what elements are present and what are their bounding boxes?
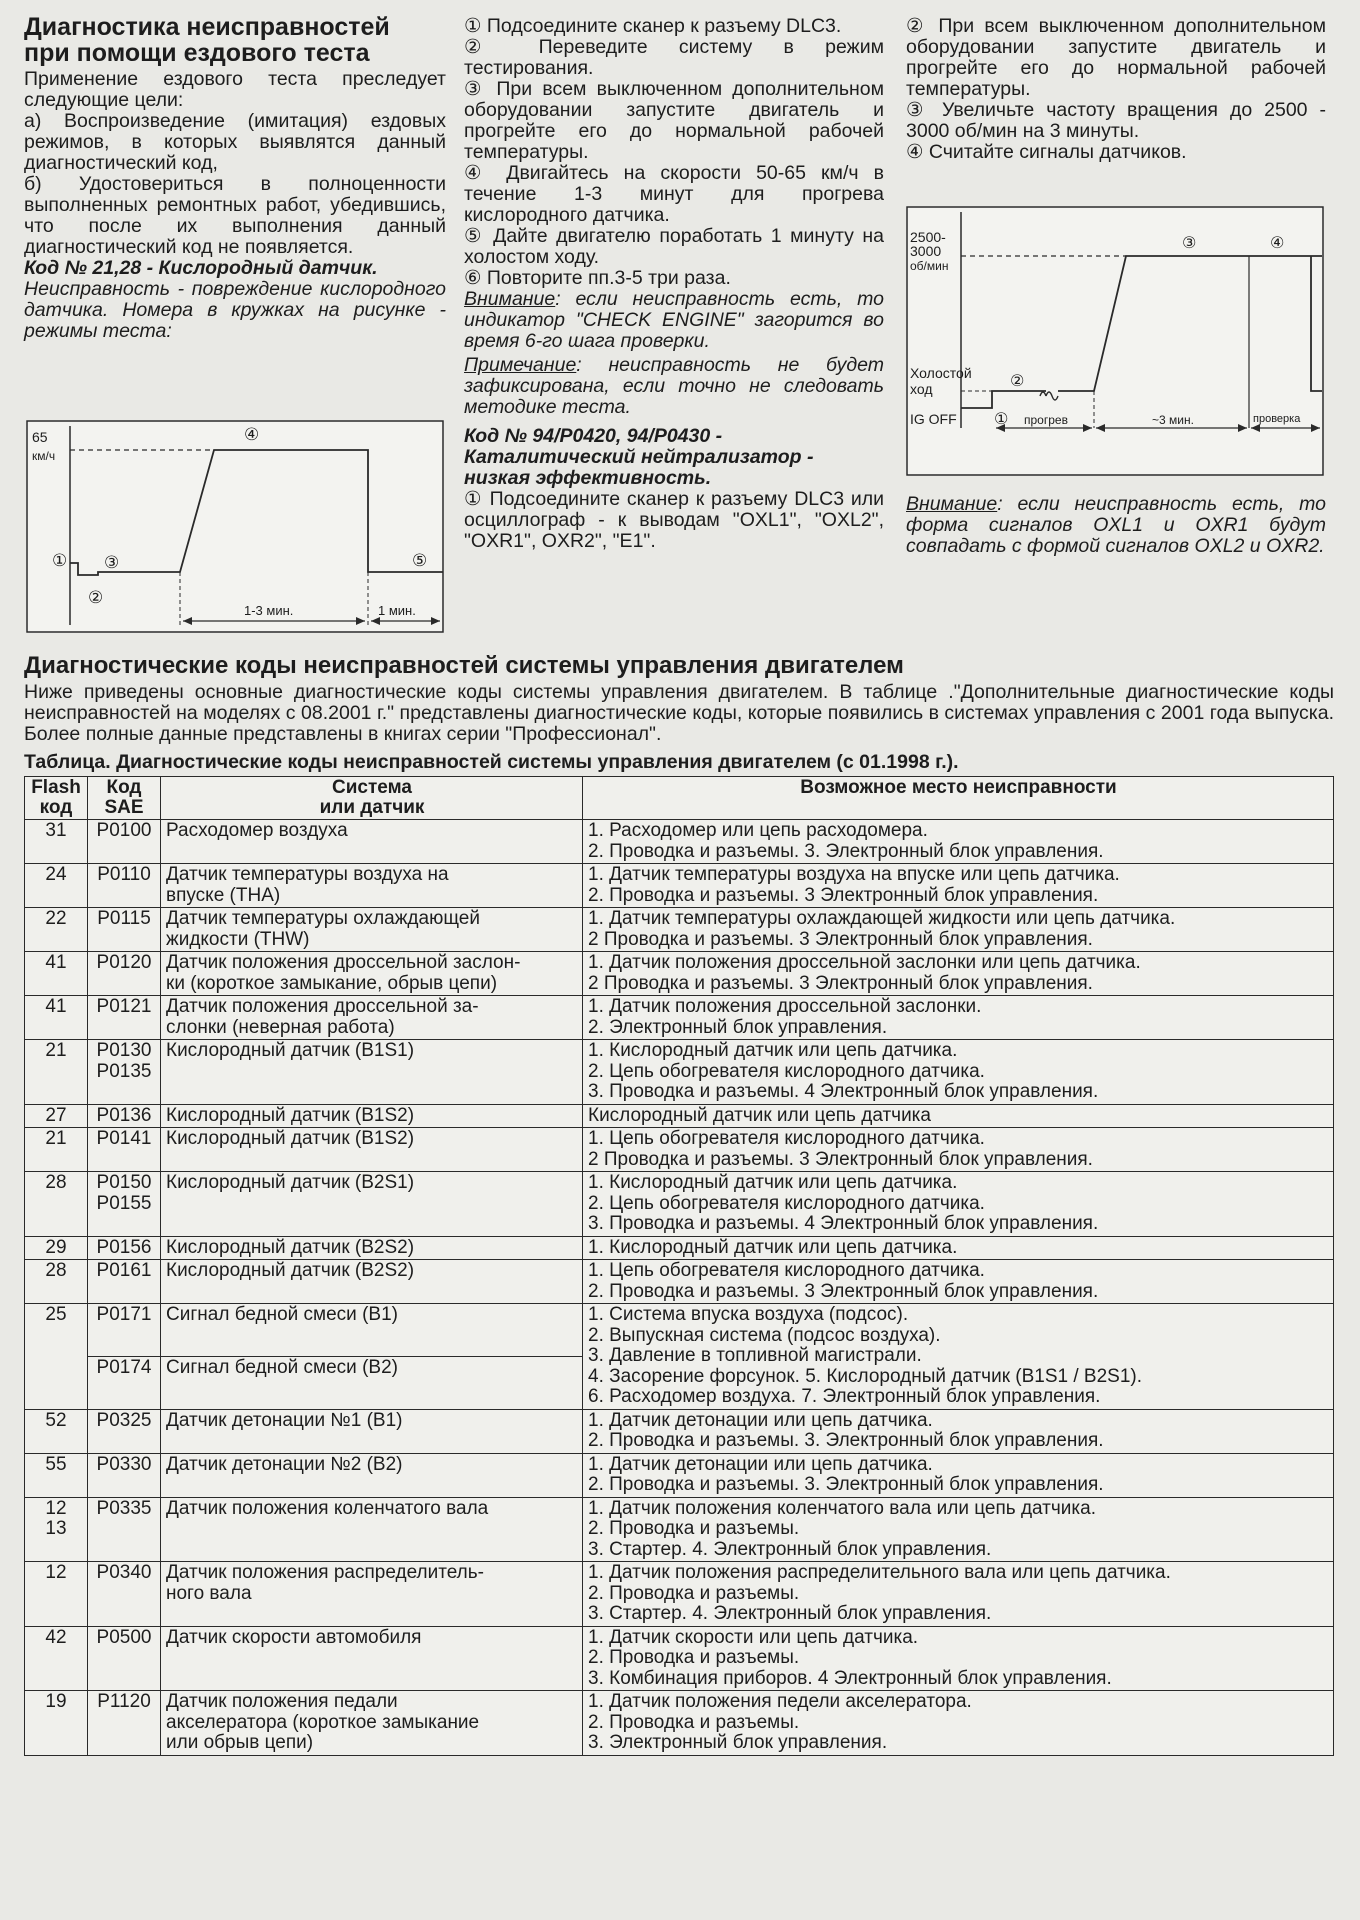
table-row: [25, 1172, 1334, 1237]
flash-code-line: 13: [45, 1518, 67, 1539]
fault-location-line: 1. Датчик положения дроссельной заслонки или цепь датчика.: [588, 952, 1141, 973]
drive-test-diagram: [26, 420, 444, 633]
sae-code: [88, 1128, 161, 1172]
step-4-marker-r: ④: [1270, 235, 1285, 252]
fault-location-line: 3. Проводка и разъемы. 4 Электронный блок управления.: [588, 1081, 1099, 1102]
code-heading: Код № 21,28 - Кислородный датчик.: [24, 257, 378, 279]
header-fault-text: Возможное место неисправности: [800, 777, 1117, 798]
table-body: [25, 820, 1334, 1756]
fault-location-line: 3. Стартер. 4. Электронный блок управления.: [588, 1603, 992, 1624]
system-name-line: акселератора (короткое замыкание: [166, 1711, 480, 1733]
system-name-line: Датчик температуры охлаждающей: [166, 908, 480, 929]
fault-location: [583, 1626, 1334, 1691]
fault-location: [583, 1172, 1334, 1237]
right-attention-text: : если неисправность есть, то форма сигналов OXL1 и OXR1 будут совпадать с формой сигналов OXL2 и OXR2.: [906, 493, 1326, 557]
right-step-4: ④ Считайте сигналы датчиков.: [906, 141, 1187, 163]
flash-code-line: 52: [45, 1409, 67, 1431]
sae-code: [88, 820, 161, 864]
step-1-marker-r: ①: [994, 411, 1009, 428]
attention-label: Внимание: [464, 288, 556, 310]
title-line-1: Диагностика неисправностей: [24, 13, 390, 41]
sae-code: [88, 1236, 161, 1260]
header-flash-1: Flash: [31, 777, 81, 798]
sae-code: P0174: [88, 1356, 161, 1409]
sae-code-line: P0135: [96, 1060, 152, 1082]
table-row: [25, 1562, 1334, 1627]
fault-location-line: 1. Датчик положения педели акселератора.: [588, 1691, 972, 1712]
flash-code-line: 19: [45, 1691, 67, 1712]
step-2-marker-r: ②: [1010, 373, 1025, 390]
fault-location-line: 1. Кислородный датчик или цепь датчика.: [588, 1172, 958, 1193]
system-name-line: Датчик температуры воздуха на: [166, 864, 449, 885]
system-name: [161, 1128, 583, 1172]
sae-code-line: P0115: [97, 908, 151, 929]
sae-code: P0171: [88, 1304, 161, 1357]
sae-code-line: P0110: [97, 864, 151, 885]
sae-code: [88, 1040, 161, 1105]
sae-code-line: P0156: [96, 1236, 152, 1258]
fault-location: [583, 1128, 1334, 1172]
mid-step-1: ① Подсоедините сканер к разъему DLC3.: [464, 15, 842, 37]
fault-location-line: 2. Проводка и разъемы.: [588, 1582, 800, 1604]
table-row: [25, 1128, 1334, 1172]
sae-code: [88, 1626, 161, 1691]
flash-code: [25, 820, 88, 864]
table-row: [25, 996, 1334, 1040]
flash-code-line: 21: [45, 1040, 67, 1061]
table-row: [25, 1497, 1334, 1562]
system-name-line: Кислородный датчик (B1S2): [166, 1104, 415, 1126]
sae-code: [88, 1260, 161, 1304]
system-name-line: Датчик скорости автомобиля: [166, 1626, 422, 1648]
right-attention: [906, 494, 1326, 557]
right-step-3: ③ Увеличьте частоту вращения до 2500 - 3000 об/мин на 3 минуты.: [906, 99, 1326, 142]
header-system: [161, 777, 583, 820]
flash-code-line: 27: [45, 1104, 67, 1126]
system-name: [161, 1040, 583, 1105]
sae-code-line: P0155: [96, 1192, 152, 1214]
flash-code: [25, 996, 88, 1040]
fault-location-line: 2 Проводка и разъемы. 3 Электронный блок управления.: [588, 1148, 1093, 1170]
system-name-line: Датчик детонации №2 (B2): [166, 1453, 403, 1475]
goal-b: б) Удостовериться в полноценности выполненных ремонтных работ, убедившись, что после их выполнения данный диагностический код не появляется.: [24, 173, 446, 258]
sae-code: [88, 908, 161, 952]
table-row: [25, 1104, 1334, 1128]
dtc-table: [24, 776, 1334, 1756]
fault-location-line: 2. Проводка и разъемы. 3. Электронный блок управления.: [588, 1474, 1104, 1495]
system-name-line: Датчик положения коленчатого вала: [166, 1497, 489, 1519]
catalyst-test-chart: [906, 206, 1324, 476]
flash-code: 25: [25, 1304, 88, 1410]
fault-location: [583, 952, 1334, 996]
sae-code: [88, 1691, 161, 1756]
system-name: [161, 864, 583, 908]
fault-location-line: 2. Проводка и разъемы. 3. Электронный блок управления.: [588, 840, 1104, 862]
sae-code: [88, 1172, 161, 1237]
flash-code: [25, 1453, 88, 1497]
fault-location: [583, 1104, 1334, 1128]
table-row: [25, 908, 1334, 952]
fault-location-line: 2 Проводка и разъемы. 3 Электронный блок управления.: [588, 972, 1093, 994]
fault-location-line: 1. Расходомер или цепь расходомера.: [588, 820, 928, 841]
table-row: [25, 1236, 1334, 1260]
system-name-line: Датчик положения распределитель-: [166, 1562, 484, 1583]
fault-location-line: 2. Цепь обогревателя кислородного датчика.: [588, 1192, 985, 1214]
sae-code-line: P0100: [96, 820, 152, 841]
code2-step-1: ① Подсоедините сканер к разъему DLC3 или осциллограф - к выводам "OXL1", "OXL2", "OXR1", OXR2", "E1".: [464, 488, 884, 552]
step-3-marker-r: ③: [1182, 235, 1197, 252]
system-name-line: Датчик положения дроссельной за-: [166, 996, 479, 1017]
table-row: [25, 1040, 1334, 1105]
sae-code: [88, 996, 161, 1040]
fault-location: [583, 1453, 1334, 1497]
sae-code-line: P0136: [96, 1104, 152, 1126]
duration-label-1: 1-3 мин.: [244, 603, 294, 618]
sae-code-line: P0340: [96, 1562, 152, 1583]
fault-location-line: 2. Цепь обогревателя кислородного датчика.: [588, 1060, 985, 1082]
system-name: [161, 1236, 583, 1260]
system-name-line: жидкости (THW): [166, 928, 310, 950]
sae-code: [88, 1104, 161, 1128]
fault-location-line: 1. Датчик положения распределительного вала или цепь датчика.: [588, 1562, 1171, 1583]
mid-step-2: ② Переведите систему в режим тестирования.: [464, 36, 884, 79]
system-name: [161, 1172, 583, 1237]
dtc-intro: Ниже приведены основные диагностические коды системы управления двигателем. В таблице ."Дополнительные диагностические коды неисправностей на моделях с 08.2001 г." представлены диагностические коды, которые появились в системах управления с 2001 года выпуска. Более полные данные представлены в книгах серии "Профессионал".: [24, 681, 1334, 745]
sae-code-line: P0325: [96, 1409, 152, 1431]
flash-code-line: 41: [45, 952, 67, 973]
fault-location-line: 2 Проводка и разъемы. 3 Электронный блок управления.: [588, 928, 1093, 950]
system-name-line: Датчик положения дроссельной заслон-: [166, 952, 521, 973]
table-row: [25, 864, 1334, 908]
system-name-line: Кислородный датчик (B2S2): [166, 1260, 415, 1281]
fault-location-line: 1. Датчик скорости или цепь датчика.: [588, 1626, 919, 1648]
flash-code-line: 31: [45, 820, 67, 841]
system-name-line: Кислородный датчик (B1S1): [166, 1040, 415, 1061]
header-sae-1: Код: [106, 777, 142, 798]
flash-code: [25, 1260, 88, 1304]
header-system-2: или датчик: [319, 797, 425, 818]
table-row: [25, 1409, 1334, 1453]
fault-location-line: 2. Проводка и разъемы.: [588, 1647, 800, 1668]
table-header-row: [25, 777, 1334, 820]
fault-location-line: 3. Стартер. 4. Электронный блок управления.: [588, 1538, 992, 1560]
sae-code-line: P0120: [96, 952, 152, 973]
sae-code-line: P0150: [96, 1172, 152, 1193]
fault-location-line: 1. Датчик положения дроссельной заслонки.: [588, 996, 982, 1017]
sae-code-line: P0161: [96, 1260, 152, 1281]
flash-code: [25, 1236, 88, 1260]
fault-location: [583, 1691, 1334, 1756]
table-row: [25, 1626, 1334, 1691]
system-name-line: впуске (THA): [166, 884, 281, 906]
flash-code: [25, 1562, 88, 1627]
system-name: [161, 1497, 583, 1562]
header-flash-2: код: [39, 797, 73, 818]
fault-location-line: 1. Кислородный датчик или цепь датчика.: [588, 1040, 958, 1061]
title-line-2: при помощи ездового теста: [24, 39, 370, 67]
fault-location-line: 4. Засорение форсунок. 5. Кислородный датчик (B1S1 / B2S1).: [588, 1365, 1143, 1387]
flash-code-line: 12: [45, 1497, 67, 1519]
header-sae: [88, 777, 161, 820]
code-description: Неисправность - повреждение кислородного датчика. Номера в кружках на рисунке - режимы теста:: [24, 278, 446, 342]
fault-location: [583, 1304, 1334, 1410]
system-name: Сигнал бедной смеси (B1): [161, 1304, 583, 1357]
fault-location-line: 2. Проводка и разъемы.: [588, 1518, 800, 1539]
note-text: : неисправность не будет зафиксирована, если точно не следовать методике теста.: [464, 354, 884, 418]
fault-location: [583, 1562, 1334, 1627]
fault-location-line: 3. Комбинация приборов. 4 Электронный блок управления.: [588, 1667, 1112, 1689]
dtc-section: [24, 652, 1334, 1756]
fault-location-line: Кислородный датчик или цепь датчика: [588, 1104, 931, 1126]
fault-location-line: 2. Проводка и разъемы. 3. Электронный блок управления.: [588, 1430, 1104, 1451]
system-name: [161, 1691, 583, 1756]
step-1-marker: ①: [52, 551, 68, 570]
flash-code-line: 21: [45, 1128, 67, 1149]
flash-code-line: 29: [45, 1236, 67, 1258]
header-sae-2: SAE: [104, 797, 144, 818]
right-step-2: ② При всем выключенном дополнительном оборудовании запустите двигатель и прогрейте его до нормальной рабочей температуры.: [906, 15, 1326, 100]
sae-code: [88, 1497, 161, 1562]
flash-code: [25, 1040, 88, 1105]
sae-code: [88, 864, 161, 908]
fault-location-line: 3. Проводка и разъемы. 4 Электронный блок управления.: [588, 1213, 1099, 1234]
sae-code-line: P1120: [97, 1691, 151, 1712]
right-attention-block: [906, 494, 1326, 557]
system-name: [161, 1409, 583, 1453]
step-5-marker: ⑤: [412, 551, 428, 570]
fault-location: [583, 1260, 1334, 1304]
mid-step-3: ③ При всем выключенном дополнительном оборудовании запустите двигатель и прогрейте его до нормальной рабочей температуры.: [464, 78, 884, 163]
step-3-marker: ③: [104, 553, 120, 572]
header-fault: [583, 777, 1334, 820]
system-name: [161, 1453, 583, 1497]
step-4-marker: ④: [244, 425, 260, 444]
flash-code: [25, 1104, 88, 1128]
system-name-line: Датчик детонации №1 (B1): [166, 1409, 403, 1431]
dtc-heading: Диагностические коды неисправностей системы управления двигателем: [24, 652, 904, 679]
middle-column: [464, 16, 884, 552]
system-name-line: ного вала: [166, 1582, 252, 1604]
phase-check: проверка: [1253, 413, 1301, 425]
fault-location: [583, 996, 1334, 1040]
fault-location-line: 2. Проводка и разъемы. 3 Электронный блок управления.: [588, 1280, 1099, 1302]
mid-step-5: ⑤ Дайте двигателю поработать 1 минуту на холостом ходу.: [464, 225, 884, 268]
fault-location: [583, 1497, 1334, 1562]
flash-code: [25, 1128, 88, 1172]
fault-location-line: 2. Проводка и разъемы. 3 Электронный блок управления.: [588, 884, 1099, 906]
flash-code-line: 22: [45, 908, 67, 929]
catalyst-test-diagram: [906, 206, 1324, 476]
fault-location: [583, 820, 1334, 864]
fault-location-line: 2. Электронный блок управления.: [588, 1016, 888, 1038]
table-row: [25, 820, 1334, 864]
table-row: [25, 1691, 1334, 1756]
duration-label-2: 1 мин.: [378, 603, 416, 618]
flash-code: [25, 1691, 88, 1756]
system-name-line: Кислородный датчик (B2S1): [166, 1172, 415, 1193]
flash-code: [25, 1172, 88, 1237]
flash-code-line: 55: [45, 1453, 67, 1475]
table-row: [25, 952, 1334, 996]
flash-code-line: 42: [45, 1626, 67, 1648]
system-name: [161, 1260, 583, 1304]
flash-code: [25, 1626, 88, 1691]
fault-location: [583, 1409, 1334, 1453]
fault-location-line: 1. Датчик температуры воздуха на впуске или цепь датчика.: [588, 864, 1120, 885]
rpm-unit: об/мин: [910, 259, 949, 273]
fault-location-line: 3. Электронный блок управления.: [588, 1732, 888, 1753]
right-attention-label: Внимание: [906, 493, 998, 515]
header-system-1: Система: [332, 777, 412, 798]
fault-location-line: 1. Цепь обогревателя кислородного датчика.: [588, 1128, 985, 1149]
mid-step-4: ④ Двигайтесь на скорости 50-65 км/ч в течение 1-3 минут для прогрева кислородного датчика.: [464, 162, 884, 226]
fault-location-line: 1. Датчик положения коленчатого вала или цепь датчика.: [588, 1497, 1096, 1519]
flash-code: [25, 952, 88, 996]
sae-code-line: P0500: [96, 1626, 152, 1648]
left-column: [24, 14, 446, 342]
header-flash: [25, 777, 88, 820]
mid-note: [464, 355, 884, 418]
mid-attention: [464, 289, 884, 352]
speed-label: 65: [32, 429, 48, 445]
system-name: [161, 1562, 583, 1627]
flash-code-line: 12: [45, 1562, 67, 1583]
fault-location: [583, 908, 1334, 952]
goal-a: а) Воспроизведение (имитация) ездовых режимов, в которых выявлятся данный диагностический код,: [24, 110, 446, 174]
attention-text: : если неисправность есть, то индикатор "CHECK ENGINE" загорится во время 6-го шага проверки.: [464, 288, 884, 352]
system-name: [161, 996, 583, 1040]
fault-location-line: 1. Система впуска воздуха (подсос).: [588, 1304, 909, 1325]
system-name: [161, 908, 583, 952]
intro-text: Применение ездового теста преследует следующие цели:: [24, 68, 446, 111]
sae-code-line: P0335: [96, 1497, 152, 1519]
sae-code: [88, 1409, 161, 1453]
mid-step-6: ⑥ Повторите пп.3-5 три раза.: [464, 267, 731, 289]
system-name: Сигнал бедной смеси (B2): [161, 1356, 583, 1409]
sae-code: [88, 1562, 161, 1627]
sae-code-line: P0121: [96, 996, 152, 1017]
ig-off-label: IG OFF: [910, 411, 957, 427]
fault-location-line: 6. Расходомер воздуха. 7. Электронный блок управления.: [588, 1386, 1101, 1407]
sae-code-line: P0330: [96, 1453, 152, 1475]
drive-test-chart: [26, 420, 444, 633]
system-name-line: Кислородный датчик (B2S2): [166, 1236, 415, 1258]
system-name-line: Расходомер воздуха: [166, 820, 348, 841]
table-row: [25, 1304, 1334, 1357]
table-row: [25, 1453, 1334, 1497]
flash-code-line: 41: [45, 996, 67, 1017]
fault-location-line: 3. Давление в топливной магистрали.: [588, 1345, 922, 1366]
fault-location-line: 1. Датчик детонации или цепь датчика.: [588, 1409, 933, 1431]
fault-location: [583, 1040, 1334, 1105]
flash-code: [25, 864, 88, 908]
flash-code-line: 28: [45, 1172, 67, 1193]
system-name-line: Датчик положения педали: [166, 1691, 398, 1712]
flash-code: [25, 908, 88, 952]
note-label: Примечание: [464, 354, 577, 376]
sae-code-line: P0130: [96, 1040, 152, 1061]
right-column: [906, 16, 1326, 163]
flash-code-line: 24: [45, 864, 67, 885]
phase-warmup: прогрев: [1024, 413, 1068, 427]
flash-code: [25, 1497, 88, 1562]
flash-code: [25, 1409, 88, 1453]
fault-location-line: 1. Кислородный датчик или цепь датчика.: [588, 1236, 958, 1258]
step-2-marker: ②: [88, 588, 104, 607]
idle-label-2: ход: [910, 381, 933, 397]
table-row: [25, 1260, 1334, 1304]
table-caption: Таблица. Диагностические коды неисправностей системы управления двигателем (с 01.1998 г.).: [24, 751, 959, 773]
sae-code: [88, 1453, 161, 1497]
speed-unit: км/ч: [32, 449, 56, 463]
fault-location: [583, 1236, 1334, 1260]
fault-location-line: 2. Проводка и разъемы.: [588, 1711, 800, 1733]
system-name-line: слонки (неверная работа): [166, 1016, 395, 1038]
idle-label-1: Холостой: [910, 365, 972, 381]
code2-heading: Код № 94/P0420, 94/P0430 - Каталитический нейтрализатор - низкая эффективность.: [464, 425, 814, 489]
fault-location-line: 1. Цепь обогревателя кислородного датчика.: [588, 1260, 985, 1281]
sae-code: [88, 952, 161, 996]
rpm-label-2: 3000: [910, 243, 942, 259]
system-name-line: ки (короткое замыкание, обрыв цепи): [166, 972, 498, 994]
fault-location: [583, 864, 1334, 908]
fault-location-line: 2. Выпускная система (подсос воздуха).: [588, 1324, 941, 1346]
fault-location-line: 1. Датчик температуры охлаждающей жидкости или цепь датчика.: [588, 908, 1176, 929]
rpm-label-1: 2500-: [910, 229, 946, 245]
system-name-line: Кислородный датчик (B1S2): [166, 1128, 415, 1149]
system-name: [161, 1626, 583, 1691]
system-name: [161, 820, 583, 864]
system-name: [161, 952, 583, 996]
phase-3min: ~3 мин.: [1152, 413, 1194, 427]
system-name: [161, 1104, 583, 1128]
section-title: [24, 14, 446, 66]
flash-code-line: 28: [45, 1260, 67, 1281]
fault-location-line: 1. Датчик детонации или цепь датчика.: [588, 1453, 933, 1475]
system-name-line: или обрыв цепи): [166, 1732, 314, 1753]
sae-code-line: P0141: [96, 1128, 152, 1149]
